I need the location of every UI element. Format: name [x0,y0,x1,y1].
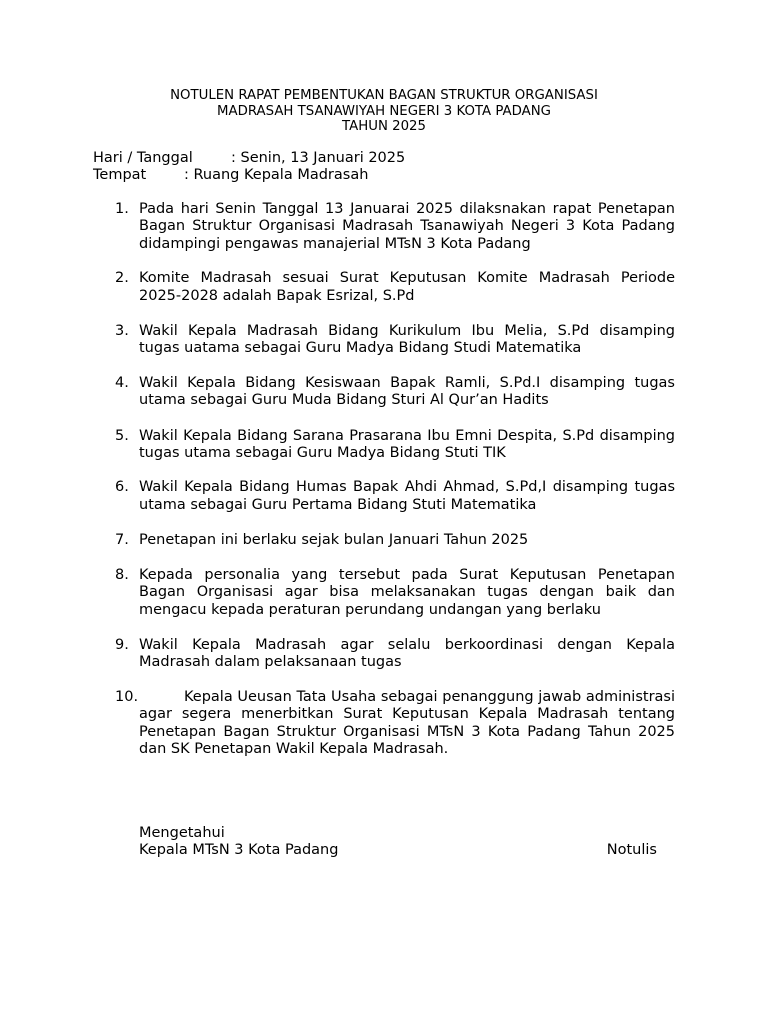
list-item [115,428,675,463]
list-item-number: 6. [115,479,129,496]
list-item-text: Kepada personalia yang tersebut pada Surat Keputusan Penetapan Bagan Organisasi agar bisa melaksanakan tugas dengan baik dan mengacu kepada peraturan perundang undangan yang berlaku [139,566,675,618]
document-title [0,88,768,135]
list-item [115,689,675,759]
list-item-text [139,689,675,759]
meta-day-value: : Senin, 13 Januari 2025 [231,150,406,166]
signature-secretary-title: Notulis [606,842,657,859]
signature-row [139,842,669,859]
list-item [115,201,675,253]
title-line-3: TAHUN 2025 [342,119,426,135]
signature-block [139,825,669,860]
list-item-number: 1. [115,201,129,217]
list-item-text: Wakil Kepala Bidang Kesiswaan Bapak Ramli, S.Pd.I disamping tugas utama sebagai Guru Muda Bidang Sturi Al Qur’an Hadits [139,374,675,409]
list-item [115,479,675,514]
list-item-number: 5. [115,427,129,444]
meta-place-row [93,167,693,184]
list-item-text: Wakil Kepala Madrasah Bidang Kurikulum Ibu Melia, S.Pd disamping tugas uatama sebagai Guru Madya Bidang Studi Matematika [139,323,675,357]
list-item [115,270,675,305]
signature-acknowledge: Mengetahui [139,825,225,841]
list-item-number: 10. [115,688,139,705]
list-item-number: 9. [115,636,129,653]
meta-place-value: : Ruang Kepala Madrasah [184,167,369,184]
list-item-number: 7. [115,532,129,549]
meeting-meta [93,150,693,185]
list-item-text: Wakil Kepala Madrasah agar selalu berkoordinasi dengan Kepala Madrasah dalam pelaksanaan tugas [139,636,675,671]
list-item [115,532,675,549]
meta-day-row [93,150,693,167]
title-line-2: MADRASAH TSANAWIYAH NEGERI 3 KOTA PADANG [217,103,551,119]
list-item-text: Wakil Kepala Bidang Humas Bapak Ahdi Ahmad, S.Pd,I disamping tugas utama sebagai Guru Pertama Bidang Stuti Matematika [139,479,675,513]
list-item-number: 8. [115,566,129,583]
meta-day-label: Hari / Tanggal [93,150,193,166]
title-line-1: NOTULEN RAPAT PEMBENTUKAN BAGAN STRUKTUR ORGANISASI [170,88,598,103]
list-item [115,375,675,410]
list-item-text: Penetapan ini berlaku sejak bulan Januari Tahun 2025 [139,532,529,549]
signature-head-title: Kepala MTsN 3 Kota Padang [139,842,339,859]
minutes-list [115,201,675,758]
list-item-text: Wakil Kepala Bidang Sarana Prasarana Ibu Emni Despita, S.Pd disamping tugas utama sebagai Guru Madya Bidang Stuti TIK [139,427,675,462]
list-item-text-content: Kepala Ueusan Tata Usaha sebagai penanggung jawab administrasi agar segera menerbitkan Surat Keputusan Kepala Madrasah tentang Penetapan Bagan Struktur Organisasi MTsN 3 Kota Padang Tahun 2025 dan SK Penetapan Wakil Kepala Madrasah. [139,688,675,757]
list-item-number: 4. [115,374,129,391]
list-item-number: 3. [115,323,129,340]
list-item [115,567,675,619]
list-item-text: Pada hari Senin Tanggal 13 Januarai 2025 dilaksnakan rapat Penetapan Bagan Struktur Organisasi Madrasah Tsanawiyah Negeri 3 Kota Padang didampingi pengawas manajerial MTsN 3 Kota Padang [139,201,675,252]
meta-place-label: Tempat [93,167,147,184]
list-item-text: Komite Madrasah sesuai Surat Keputusan Komite Madrasah Periode 2025-2028 adalah Bapak Esrizal, S.Pd [139,270,675,304]
list-item [115,637,675,672]
list-item-number: 2. [115,270,129,287]
list-item [115,323,675,358]
